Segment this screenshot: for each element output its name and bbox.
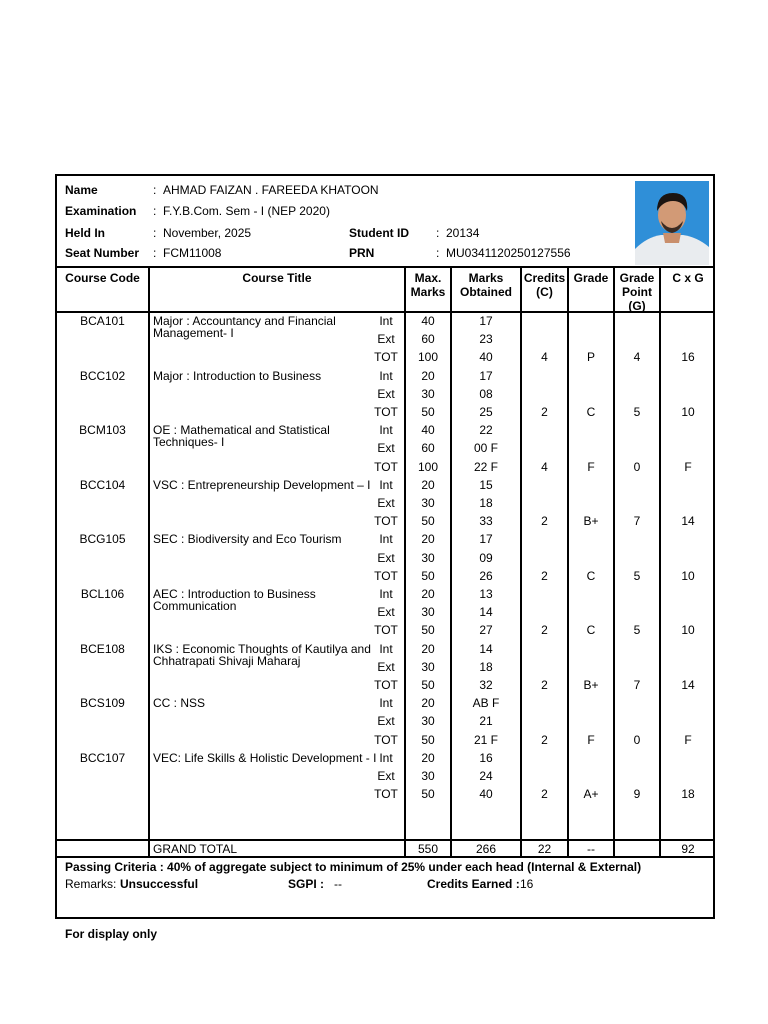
- marks-head-label: Int: [379, 587, 393, 601]
- course-credits: 2: [541, 678, 548, 692]
- marks-head-label: TOT: [374, 568, 398, 583]
- course-grade-point: 5: [633, 568, 641, 583]
- grand-total-bottom-line: [55, 856, 715, 858]
- marks-obtained: AB F: [472, 696, 500, 711]
- course-title-line1: CC : NSS: [153, 696, 206, 711]
- marks-obtained: 40: [479, 350, 493, 365]
- seat-colon: :: [153, 246, 157, 260]
- max-marks: 30: [421, 769, 435, 783]
- course-code: BCS109: [80, 696, 125, 711]
- grand-total-top-line: [55, 839, 715, 841]
- course-title-line2: Communication: [153, 599, 237, 613]
- course-title-line1: VEC: Life Skills & Holistic Development - I: [153, 750, 377, 765]
- course-code: BCE108: [80, 641, 125, 656]
- course-cxg: F: [684, 459, 692, 474]
- exam-value: F.Y.B.Com. Sem - I (NEP 2020): [163, 204, 330, 218]
- max-marks: 20: [421, 368, 435, 383]
- max-marks: 60: [421, 332, 435, 347]
- max-marks: 30: [421, 550, 435, 565]
- course-grade: A+: [583, 787, 599, 802]
- marks-obtained: 24: [479, 769, 493, 783]
- header-credits-line2: (C): [536, 285, 553, 299]
- marks-obtained: 00 F: [473, 441, 498, 456]
- marks-head-label: Ext: [377, 496, 395, 510]
- marks-obtained: 08: [479, 386, 493, 401]
- display-only-note: For display only: [65, 927, 158, 941]
- marks-obtained: 18: [479, 659, 493, 674]
- marks-obtained: 15: [479, 477, 493, 492]
- max-marks: 30: [421, 386, 435, 401]
- header-marks-obtained: [452, 271, 520, 299]
- header-grade-point-line2: Point: [622, 285, 652, 299]
- max-marks: 30: [421, 659, 435, 674]
- max-marks: 50: [421, 405, 435, 419]
- course-title-line1: AEC : Introduction to Business: [153, 587, 316, 601]
- marks-head-label: TOT: [374, 623, 398, 638]
- course-grade-point: 7: [633, 678, 641, 692]
- course-title-line1: OE : Mathematical and Statistical: [153, 423, 330, 438]
- course-cxg: F: [684, 732, 692, 747]
- course-credits: 2: [541, 514, 548, 529]
- course-cxg: 10: [681, 623, 695, 638]
- course-grade-point: 5: [633, 405, 641, 419]
- marks-head-label: TOT: [374, 732, 398, 747]
- max-marks: 50: [421, 514, 435, 529]
- header-max-marks: [406, 271, 450, 299]
- col-line-1: [148, 266, 150, 857]
- prn-colon: :: [436, 246, 440, 260]
- marks-head-label: Int: [379, 368, 393, 383]
- marks-head-label: Ext: [377, 441, 395, 456]
- course-title-line1: Major : Introduction to Business: [153, 368, 322, 383]
- marks-obtained: 14: [479, 605, 493, 620]
- marks-head-label: Int: [379, 477, 393, 492]
- grand-total-credits: 22: [537, 842, 552, 856]
- seat-value: FCM11008: [163, 246, 222, 260]
- course-title-line1: VSC : Entrepreneurship Development – I: [153, 477, 371, 492]
- course-code: BCC102: [79, 368, 126, 383]
- name-colon: :: [153, 183, 157, 197]
- marks-obtained: 27: [479, 623, 493, 638]
- marks-obtained: 26: [479, 568, 493, 583]
- grand-total-max: 550: [417, 842, 439, 856]
- course-grade-point: 0: [633, 459, 641, 474]
- course-title-line2: Techniques- I: [153, 435, 225, 450]
- header-grade-point: [615, 271, 659, 313]
- held-value: November, 2025: [163, 226, 252, 240]
- remarks-value: Unsuccessful: [120, 877, 199, 891]
- course-title-line1: IKS : Economic Thoughts of Kautilya and: [153, 641, 371, 656]
- course-grade-point: 9: [633, 787, 641, 802]
- exam-label: Examination: [65, 204, 137, 218]
- course-code: BCM103: [79, 423, 126, 438]
- course-cxg: 16: [681, 350, 695, 365]
- course-code: BCC107: [79, 750, 126, 765]
- header-cxg: C x G: [672, 271, 704, 285]
- name-label: Name: [65, 183, 98, 197]
- course-title-line2: Chhatrapati Shivaji Maharaj: [153, 653, 301, 668]
- header-course-title: Course Title: [242, 271, 312, 285]
- course-grade-point: 4: [633, 350, 641, 365]
- student-photo: [635, 181, 709, 265]
- grand-total-grade: --: [587, 842, 595, 856]
- course-credits: 2: [541, 787, 548, 802]
- marks-head-label: TOT: [374, 459, 398, 474]
- max-marks: 20: [421, 587, 435, 601]
- course-cxg: 10: [681, 405, 695, 419]
- course-cxg: 10: [681, 568, 695, 583]
- course-cxg: 14: [681, 514, 695, 529]
- course-code: BCC104: [79, 477, 126, 492]
- course-grade-point: 7: [633, 514, 641, 529]
- max-marks: 50: [421, 623, 435, 638]
- course-credits: 2: [541, 405, 548, 419]
- marks-obtained: 18: [479, 496, 493, 510]
- course-grade: F: [587, 732, 595, 747]
- course-grade: F: [587, 459, 595, 474]
- course-grade: C: [586, 623, 596, 638]
- marks-head-label: Ext: [377, 550, 395, 565]
- grand-total-cxg: 92: [681, 842, 695, 856]
- course-title-line2: Management- I: [153, 326, 234, 340]
- marks-obtained: 21: [479, 714, 493, 729]
- course-title-line1: SEC : Biodiversity and Eco Tourism: [153, 532, 342, 547]
- max-marks: 30: [421, 714, 435, 729]
- max-marks: 40: [421, 423, 435, 438]
- marks-obtained: 21 F: [473, 732, 498, 747]
- credits-earned-value: 16: [520, 877, 534, 891]
- max-marks: 100: [417, 459, 439, 474]
- header-grade: Grade: [573, 271, 609, 285]
- sgpi-value: --: [334, 877, 342, 891]
- course-code: BCL106: [80, 587, 125, 601]
- header-course-code: Course Code: [65, 271, 140, 285]
- marks-head-label: TOT: [374, 787, 398, 802]
- max-marks: 20: [421, 532, 435, 547]
- marks-obtained: 32: [479, 678, 493, 692]
- header-max-marks-line2: Marks: [410, 285, 446, 299]
- passing-criteria: Passing Criteria : 40% of aggregate subject to minimum of 25% under each head (Internal & External): [65, 860, 642, 874]
- marks-head-label: TOT: [374, 514, 398, 529]
- max-marks: 60: [421, 441, 435, 456]
- course-credits: 4: [541, 459, 548, 474]
- exam-colon: :: [153, 204, 157, 218]
- held-colon: :: [153, 226, 157, 240]
- marks-obtained: 33: [479, 514, 493, 529]
- marks-obtained: 17: [479, 368, 493, 383]
- marks-obtained: 25: [479, 405, 493, 419]
- marks-head-label: Ext: [377, 332, 395, 347]
- remarks-label: Remarks:: [65, 877, 117, 891]
- marks-head-label: TOT: [374, 350, 398, 365]
- max-marks: 20: [421, 477, 435, 492]
- course-cxg: 18: [681, 787, 695, 802]
- prn-label: PRN: [349, 246, 375, 260]
- course-credits: 2: [541, 732, 548, 747]
- max-marks: 30: [421, 605, 435, 620]
- header-grade-point-line3: (G): [628, 299, 646, 313]
- course-grade-point: 0: [633, 732, 641, 747]
- course-code: BCA101: [80, 314, 125, 328]
- marks-head-label: Int: [379, 641, 393, 656]
- marks-head-label: TOT: [374, 405, 398, 419]
- marks-head-label: Int: [379, 423, 393, 438]
- marks-head-label: Ext: [377, 769, 395, 783]
- marks-head-label: Int: [379, 532, 393, 547]
- marks-head-label: Int: [379, 696, 393, 711]
- course-grade: B+: [583, 514, 599, 529]
- course-code: BCG105: [79, 532, 126, 547]
- marks-head-label: TOT: [374, 678, 398, 692]
- credits-earned-label: Credits Earned :: [427, 877, 520, 891]
- marks-obtained: 16: [479, 750, 493, 765]
- seat-label: Seat Number: [65, 246, 140, 260]
- marks-head-label: Int: [379, 750, 393, 765]
- grand-total-label: GRAND TOTAL: [153, 842, 238, 856]
- max-marks: 50: [421, 568, 435, 583]
- header-top-line: [55, 266, 715, 268]
- header-credits-line1: Credits: [523, 271, 566, 285]
- marks-head-label: Ext: [377, 386, 395, 401]
- marks-head-label: Int: [379, 314, 393, 328]
- marks-obtained: 17: [479, 532, 493, 547]
- header-grade-point-line1: Grade: [619, 271, 655, 285]
- header-max-marks-line1: Max.: [414, 271, 442, 285]
- header-marks-obtained-line1: Marks: [468, 271, 504, 285]
- marks-head-label: Ext: [377, 714, 395, 729]
- course-credits: 2: [541, 623, 548, 638]
- student-id-value: 20134: [446, 226, 480, 240]
- max-marks: 40: [421, 314, 435, 328]
- course-grade: C: [586, 405, 596, 419]
- course-credits: 2: [541, 568, 548, 583]
- header-marks-obtained-line2: Obtained: [459, 285, 512, 299]
- marks-obtained: 14: [479, 641, 493, 656]
- marks-obtained: 13: [479, 587, 493, 601]
- name-value: AHMAD FAIZAN . FAREEDA KHATOON: [163, 183, 379, 197]
- course-grade: C: [586, 568, 596, 583]
- course-title-line1: Major : Accountancy and Financial: [153, 314, 336, 328]
- course-cxg: 14: [681, 678, 695, 692]
- max-marks: 20: [421, 750, 435, 765]
- marks-obtained: 17: [479, 314, 493, 328]
- max-marks: 100: [417, 350, 439, 365]
- prn-value: MU0341120250127556: [446, 246, 571, 260]
- course-grade: B+: [583, 678, 599, 692]
- course-credits: 4: [541, 350, 548, 365]
- marks-head-label: Ext: [377, 605, 395, 620]
- max-marks: 20: [421, 641, 435, 656]
- max-marks: 50: [421, 787, 435, 802]
- max-marks: 30: [421, 496, 435, 510]
- student-id-label: Student ID: [349, 226, 409, 240]
- max-marks: 20: [421, 696, 435, 711]
- header-credits: [522, 271, 567, 299]
- marks-obtained: 09: [479, 550, 493, 565]
- max-marks: 50: [421, 678, 435, 692]
- course-grade: P: [586, 350, 595, 365]
- student-id-colon: :: [436, 226, 440, 240]
- sgpi-label: SGPI :: [288, 877, 325, 891]
- marks-obtained: 22 F: [473, 459, 498, 474]
- course-grade-point: 5: [633, 623, 641, 638]
- marks-head-label: Ext: [377, 659, 395, 674]
- marks-obtained: 23: [479, 332, 493, 347]
- marks-obtained: 22: [479, 423, 493, 438]
- marks-obtained: 40: [479, 787, 493, 802]
- max-marks: 50: [421, 732, 435, 747]
- held-label: Held In: [65, 226, 106, 240]
- grand-total-obtained: 266: [475, 842, 497, 856]
